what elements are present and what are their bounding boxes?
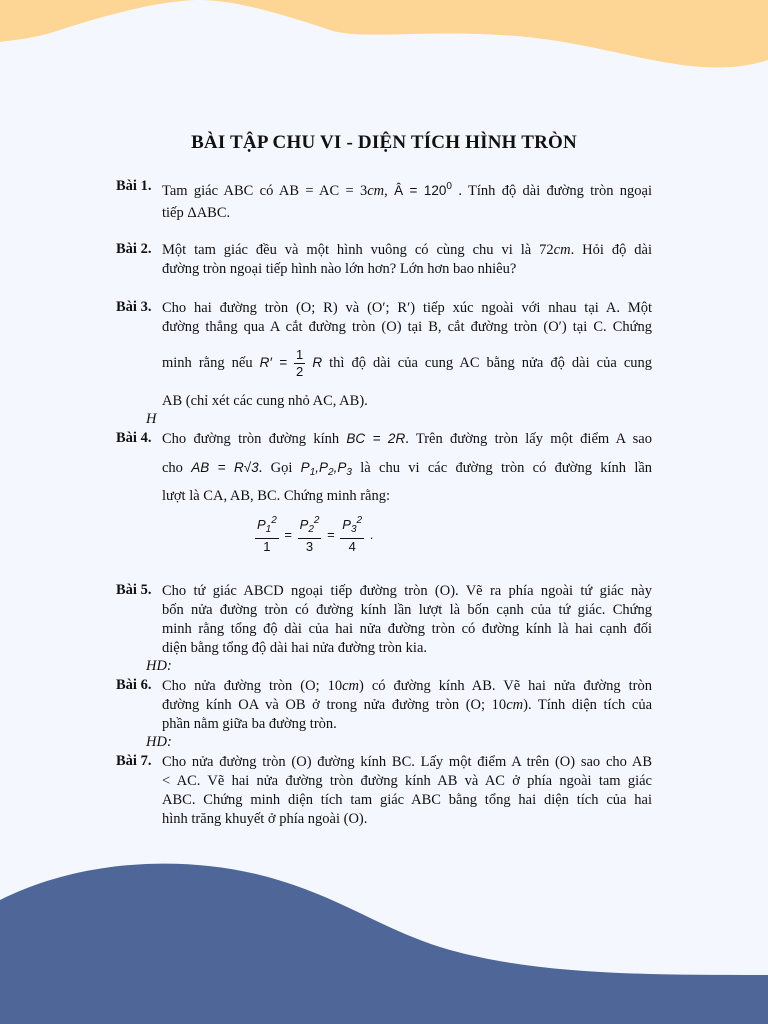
exercise-5-line-2: bốn nửa đường tròn có đường kính lần lượt là bốn cạnh của tứ giác. Chứng bbox=[162, 602, 652, 618]
exercise-3-line-1: Cho hai đường tròn (O; R) và (O′; R′) tiếp xúc ngoài với nhau tại A. Một bbox=[162, 300, 652, 316]
text-segment: đường kính OA và OB ở trong nửa đường tròn (O; 10 bbox=[162, 697, 507, 713]
exercise-2-line-1 bbox=[162, 241, 652, 259]
exercise-4-line-3: lượt là CA, AB, BC. Chứng minh rằng: bbox=[162, 488, 391, 504]
math-p: P bbox=[257, 517, 266, 532]
exercise-1-line-2: tiếp ΔABC. bbox=[162, 205, 231, 221]
math-bc-equals-2r: BC = 2R bbox=[346, 431, 406, 446]
hint-label: HD: bbox=[146, 734, 172, 750]
math-ab-equals-r-sqrt3: AB = R√3 bbox=[191, 460, 259, 475]
exercise-2-label: Bài 2. bbox=[116, 241, 152, 257]
exercise-4-line-1 bbox=[162, 430, 652, 448]
superscript: 2 bbox=[356, 515, 363, 526]
exercise-1-line-1 bbox=[162, 178, 652, 200]
exercise-6-line-2 bbox=[162, 696, 652, 714]
exercise-2-line-2: đường tròn ngoại tiếp hình nào lớn hơn? Lớn hơn bao nhiêu? bbox=[162, 261, 517, 277]
unit-cm: cm bbox=[367, 183, 385, 199]
exercise-3-line-4: AB (chỉ xét các cung nhỏ AC, AB). bbox=[162, 393, 368, 409]
equation-p-ratios bbox=[255, 513, 375, 555]
fraction-p3-squared-over-4 bbox=[340, 513, 364, 555]
text-segment: là chu vi các đường tròn có đường kính lần bbox=[360, 460, 653, 476]
superscript: 2 bbox=[271, 515, 277, 526]
unit-cm: cm bbox=[553, 242, 571, 258]
text-segment: Cho đường tròn đường kính bbox=[162, 431, 340, 447]
fraction-numerator: 1 bbox=[296, 347, 304, 363]
exercise-7-label: Bài 7. bbox=[116, 753, 152, 769]
math-p: P bbox=[342, 517, 351, 532]
exercise-6-label: Bài 6. bbox=[116, 677, 152, 693]
exercise-7-line-2: < AC. Vẽ hai nửa đường tròn đường kính AB và AC ở phía ngoài tam giác bbox=[162, 773, 652, 789]
fraction-numerator bbox=[298, 513, 322, 539]
fraction-denominator: 1 bbox=[263, 539, 271, 554]
text-segment: Một tam giác đều và một hình vuông có cùng chu vi là 72 bbox=[162, 242, 554, 258]
math-p: P bbox=[319, 460, 329, 475]
subscript: 3 bbox=[346, 467, 352, 478]
exercise-4-line-2 bbox=[162, 459, 652, 482]
text-segment: cho bbox=[162, 460, 183, 476]
fraction-denominator: 4 bbox=[348, 539, 356, 554]
hint-label: H bbox=[146, 411, 157, 427]
degree-superscript: 0 bbox=[446, 181, 452, 192]
exercise-3-label: Bài 3. bbox=[116, 299, 152, 315]
text-segment: ) có đường kính AB. Vẽ hai nửa đường tròn bbox=[359, 678, 653, 694]
text-segment: . Gọi bbox=[258, 460, 293, 476]
period: . bbox=[369, 526, 374, 542]
math-p: P bbox=[337, 460, 347, 475]
fraction-one-half bbox=[294, 347, 305, 380]
equals-sign: = bbox=[327, 526, 335, 542]
fraction-p2-squared-over-3 bbox=[298, 513, 322, 555]
math-p: P bbox=[299, 517, 309, 532]
exercise-4-label: Bài 4. bbox=[116, 430, 152, 446]
subscript: 2 bbox=[308, 524, 314, 535]
exercise-5-line-1: Cho tứ giác ABCD ngoại tiếp đường tròn (O). Vẽ ra phía ngoài tứ giác này bbox=[162, 583, 652, 599]
unit-cm: cm bbox=[506, 697, 524, 713]
math-p1-p2-p3: $P_1,P_2,P_3$ bbox=[300, 460, 352, 478]
equals-sign: = bbox=[284, 526, 293, 542]
text-segment: ). Tính diện tích của bbox=[523, 697, 653, 713]
math-r: R bbox=[312, 355, 323, 370]
fraction-denominator: 3 bbox=[305, 539, 314, 554]
text-segment: . Tính độ dài đường tròn ngoại bbox=[458, 183, 653, 199]
exercise-7-line-4: hình trăng khuyết ở phía ngoài (O). bbox=[162, 811, 368, 827]
exercise-5-label: Bài 5. bbox=[116, 582, 152, 598]
subscript: 1 bbox=[265, 524, 272, 535]
hint-label: HD: bbox=[146, 658, 172, 674]
exercise-6-line-3: phần nằm giữa ba đường tròn. bbox=[162, 716, 337, 732]
exercise-1-label: Bài 1. bbox=[116, 178, 152, 194]
text-segment: minh rằng nếu bbox=[162, 355, 253, 371]
fraction-numerator bbox=[255, 513, 279, 539]
text-segment: Tam giác ABC có AB = AC = 3 bbox=[162, 183, 368, 199]
exercise-7-line-3: ABC. Chứng minh diện tích tam giác ABC bằng tổng hai diện tích của hai bbox=[162, 792, 652, 808]
fraction-p1-squared-over-1 bbox=[255, 513, 279, 555]
math-r-prime: R′ = bbox=[259, 355, 287, 370]
fraction-numerator bbox=[340, 513, 364, 539]
exercise-6-line-1 bbox=[162, 677, 652, 695]
math-text: Â = 120 bbox=[394, 183, 447, 198]
subscript: 2 bbox=[328, 467, 334, 478]
page-title: BÀI TẬP CHU VI - DIỆN TÍCH HÌNH TRÒN bbox=[191, 132, 577, 153]
unit-cm: cm bbox=[342, 678, 360, 694]
text-segment: , bbox=[384, 183, 388, 199]
text-segment: Cho nửa đường tròn (O; 10 bbox=[162, 678, 343, 694]
subscript: 3 bbox=[350, 524, 357, 535]
superscript: 2 bbox=[313, 515, 320, 526]
exercise-3-line-3 bbox=[162, 346, 652, 380]
exercise-7-line-1: Cho nửa đường tròn (O) đường kính BC. Lấy một điểm A trên (O) sao cho AB bbox=[162, 754, 652, 770]
fraction-denominator: 2 bbox=[296, 364, 304, 380]
math-angle-a bbox=[394, 183, 452, 198]
text-segment: . Trên đường tròn lấy một điểm A sao bbox=[405, 431, 652, 447]
text-segment: . Hỏi độ dài bbox=[570, 242, 652, 258]
math-p: P bbox=[300, 460, 310, 475]
exercise-5-line-3: minh rằng tổng độ dài của hai nửa đường tròn có đường kính là hai cạnh đối bbox=[162, 621, 652, 637]
text-segment: thì độ dài của cung AC bằng nửa độ dài của cung bbox=[329, 355, 653, 371]
exercise-5-line-4: diện bằng tổng độ dài hai nửa đường tròn kia. bbox=[162, 640, 428, 656]
exercise-3-line-2: đường thẳng qua A cắt đường tròn (O) tại B, cắt đường tròn (O′) tại C. Chứng bbox=[162, 319, 652, 335]
subscript: 1 bbox=[309, 467, 316, 478]
